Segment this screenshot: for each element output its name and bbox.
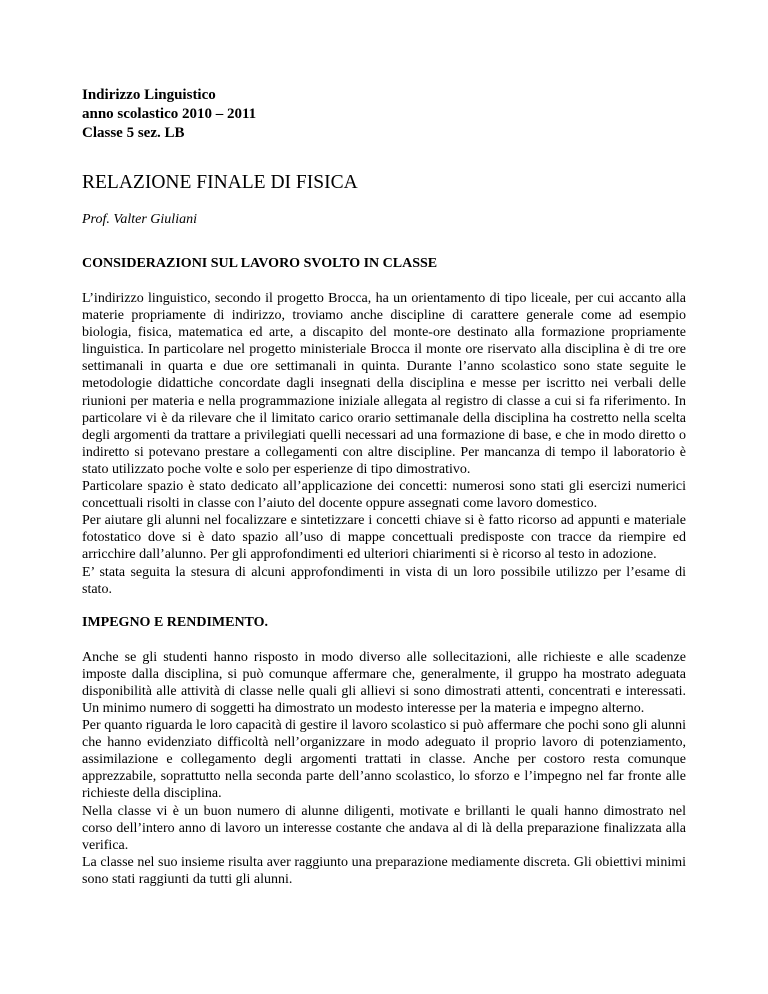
paragraph: Per quanto riguarda le loro capacità di gestire il lavoro scolastico si può affermare che pochi sono gli alunni che hanno evidenziato difficoltà nell’organizzare in modo adeguato il proprio lavoro di potenziamento, assimilazione e collegamento degli argomenti trattati in classe. Anche per costoro resta comunque apprezzabile, soprattutto nella seconda parte dell’anno scolastico, lo sforzo e l’impegno nel far fronte alle richieste della disciplina. <box>82 718 686 802</box>
header-line-school-year: anno scolastico 2010 – 2011 <box>82 106 257 122</box>
paragraph: E’ stata seguita la stesura di alcuni approfondimenti in vista di un loro possibile utilizzo per l’esame di stato. <box>82 564 686 597</box>
section-body-work-in-class <box>82 290 686 598</box>
section-heading-work-in-class: CONSIDERAZIONI SUL LAVORO SVOLTO IN CLASSE <box>82 256 438 271</box>
section-heading-commitment: IMPEGNO E RENDIMENTO. <box>82 614 269 630</box>
paragraph: La classe nel suo insieme risulta aver raggiunto una preparazione mediamente discreta. Gli obiettivi minimi sono stati raggiunti da tutti gli alunni. <box>82 854 686 887</box>
section-body-commitment <box>82 649 686 888</box>
paragraph: Anche se gli studenti hanno risposto in modo diverso alle sollecitazioni, alle richieste e alle scadenze imposte dalla disciplina, si può comunque affermare che, generalmente, il gruppo ha mostrato adeguata disponibilità alle attività di classe nelle quali gli allievi si sono dimostrati attenti, concentrati e interessati. Un minimo numero di soggetti ha dimostrato un modesto interesse per la materia e impegno alterno. <box>82 649 686 716</box>
document-author: Prof. Valter Giuliani <box>82 212 197 227</box>
paragraph: Particolare spazio è stato dedicato all’applicazione dei concetti: numerosi sono stati gli esercizi numerici concettuali risolti in classe con l’aiuto del docente oppure assegnati come lavoro domestico. <box>82 479 686 512</box>
header-line-course: Indirizzo Linguistico <box>82 87 216 103</box>
paragraph: Nella classe vi è un buon numero di alunne diligenti, motivate e brillanti le quali hanno dimostrato nel corso dell’intero anno di lavoro un interesse costante che andava al di là della preparazione finalizzata alla verifica. <box>82 803 686 853</box>
document-header <box>82 86 686 143</box>
paragraph: L’indirizzo linguistico, secondo il progetto Brocca, ha un orientamento di tipo liceale, per cui accanto alla materie propriamente di indirizzo, troviamo anche discipline di carattere generale come ad esempio biologia, fisica, matematica ed arte, a discapito del monte-ore destinato alla formazione propriamente linguistica. In particolare nel progetto ministeriale Brocca il monte ore riservato alla disciplina è di tre ore settimanali in quarta e due ore settimanali in quinta. Durante l’anno scolastico sono state seguite le metodologie didattiche concordate dagli insegnati della disciplina e messe per iscritto nei verbali delle riunioni per materia e nella programmazione iniziale allegata al registro di classe a cui si fa riferimento. In particolare vi è da rilevare che il limitato carico orario settimanale della disciplina ha costretto nella scelta degli argomenti da trattare a privilegiati quelli necessari ad una formazione di base, e che in modo diretto o indiretto si potevano prestare a collegamenti con altre discipline. Per mancanza di tempo il laboratorio è stato utilizzato poche volte e solo per esperienze di tipo dimostrativo. <box>82 291 686 477</box>
document-title: RELAZIONE FINALE DI FISICA <box>82 172 358 193</box>
paragraph: Per aiutare gli alunni nel focalizzare e sintetizzare i concetti chiave si è fatto ricorso ad appunti e materiale fotostatico dove si è dato spazio all’uso di mappe concettuali predisposte con tracce da riempire ed arricchire dall’alunno. Per gli approfondimenti ed ulteriori chiarimenti si è ricorso al testo in adozione. <box>82 513 686 563</box>
header-line-class: Classe 5 sez. LB <box>82 125 185 141</box>
